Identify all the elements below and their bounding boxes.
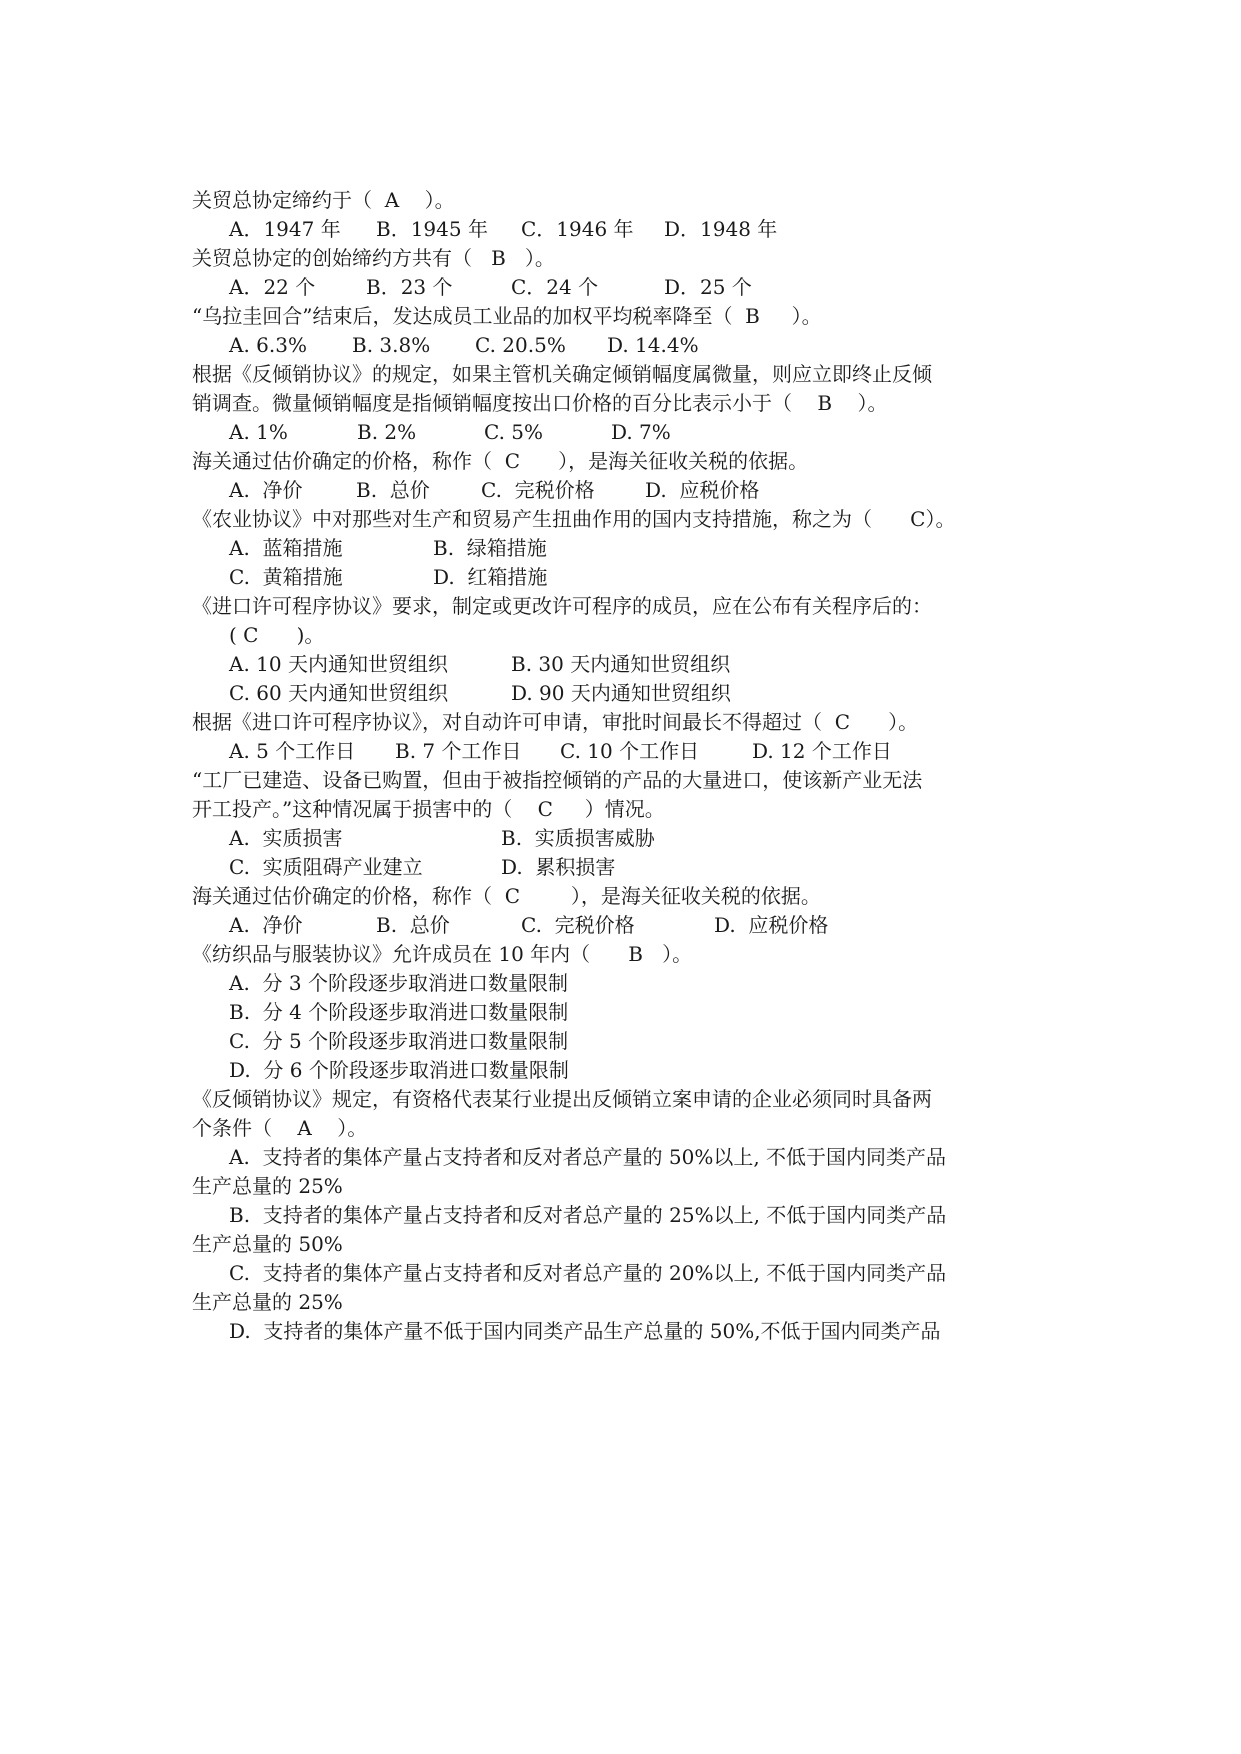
option-c: C. 60 天内通知世贸组织 [229,681,449,705]
option-c: C. 黄箱措施 [229,565,343,589]
option-d: D．1948 年 [664,217,778,241]
option-a: A. 蓝箱措施 [229,536,343,560]
option-b: B. 3.8% [352,333,431,357]
option-c: C. 10 个工作日 [560,739,700,763]
option-d: D. 累积损害 [501,855,616,879]
question-stem-line-2: 开工投产。”这种情况属于损害中的（ C ）情况。 [192,797,665,821]
option-b: B. 实质损害威胁 [501,826,655,850]
question-stem: 根据《进口许可程序协议》，对自动许可申请，审批时间最长不得超过（ C ）。 [192,710,919,734]
question-stem-line-1: 《反倾销协议》规定，有资格代表某行业提出反倾销立案申请的企业必须同时具备两 [192,1087,932,1111]
question-stem-line-2: 销调查。微量倾销幅度是指倾销幅度按出口价格的百分比表示小于（ B ）。 [192,391,888,415]
question-stem-line-1: 《进口许可程序协议》要求，制定或更改许可程序的成员，应在公布有关程序后的： [192,594,932,618]
question-stem-line-1: “工厂已建造、设备已购置，但由于被指控倾销的产品的大量进口，使该新产业无法 [192,768,923,792]
option-d: D. 应税价格 [645,478,760,502]
option-b: B. 分 4 个阶段逐步取消进口数量限制 [229,1000,569,1024]
option-d: D. 应税价格 [714,913,829,937]
option-a-line-1: A. 支持者的集体产量占支持者和反对者总产量的 50%以上, 不低于国内同类产品 [229,1145,947,1169]
option-a: A．22 个 [229,275,316,299]
option-d: D. 7% [611,420,671,444]
question-stem-line-2: ( C )。 [229,623,325,647]
option-b: B．23 个 [366,275,453,299]
option-d: D. 14.4% [607,333,699,357]
option-b: B. 7 个工作日 [395,739,522,763]
question-stem: “乌拉圭回合”结束后，发达成员工业品的加权平均税率降至（ B ）。 [192,304,822,328]
option-d: D. 12 个工作日 [752,739,892,763]
option-c: C．24 个 [511,275,599,299]
option-c-line-1: C. 支持者的集体产量占支持者和反对者总产量的 20%以上, 不低于国内同类产品 [229,1261,947,1285]
option-b: B. 2% [357,420,417,444]
option-d: D. 分 6 个阶段逐步取消进口数量限制 [229,1058,569,1082]
option-b-line-2: 生产总量的 50% [192,1232,343,1256]
option-a: A. 分 3 个阶段逐步取消进口数量限制 [229,971,568,995]
option-d: D．25 个 [664,275,752,299]
option-a: A. 净价 [229,913,303,937]
option-a: A. 10 天内通知世贸组织 [229,652,448,676]
option-a: A. 6.3% [229,333,307,357]
option-c: C. 5% [484,420,544,444]
option-a: A. 实质损害 [229,826,343,850]
option-a: A. 5 个工作日 [229,739,356,763]
question-stem-line-1: 根据《反倾销协议》的规定，如果主管机关确定倾销幅度属微量，则应立即终止反倾 [192,362,932,386]
question-stem: 《农业协议》中对那些对生产和贸易产生扭曲作用的国内支持措施，称之为（ C）。 [192,507,956,531]
option-c: C. 完税价格 [521,913,635,937]
question-stem: 《纺织品与服装协议》允许成员在 10 年内（ B ）。 [192,942,693,966]
option-b: B. 总价 [356,478,430,502]
option-d-line-1: D. 支持者的集体产量不低于国内同类产品生产总量的 50%,不低于国内同类产品 [229,1319,941,1343]
option-b: B. 绿箱措施 [433,536,547,560]
option-c: C. 20.5% [475,333,566,357]
option-b-line-1: B. 支持者的集体产量占支持者和反对者总产量的 25%以上, 不低于国内同类产品 [229,1203,947,1227]
option-b: B. 30 天内通知世贸组织 [511,652,731,676]
option-c: C. 分 5 个阶段逐步取消进口数量限制 [229,1029,569,1053]
option-c-line-2: 生产总量的 25% [192,1290,343,1314]
question-stem-line-2: 个条件（ A ）。 [192,1116,368,1140]
option-c: C. 完税价格 [481,478,595,502]
option-d: D. 90 天内通知世贸组织 [511,681,731,705]
option-b: B．1945 年 [376,217,488,241]
question-stem: 关贸总协定的创始缔约方共有（ B ）。 [192,246,555,270]
option-a: A．1947 年 [229,217,341,241]
option-c: C. 实质阻碍产业建立 [229,855,423,879]
question-stem: 海关通过估价确定的价格，称作（ C ），是海关征收关税的依据。 [192,884,821,908]
option-a-line-2: 生产总量的 25% [192,1174,343,1198]
option-a: A. 净价 [229,478,303,502]
option-b: B. 总价 [376,913,450,937]
option-d: D. 红箱措施 [433,565,548,589]
option-a: A. 1% [229,420,288,444]
question-stem: 关贸总协定缔约于（ A ）。 [192,188,455,212]
option-c: C．1946 年 [521,217,634,241]
question-stem: 海关通过估价确定的价格，称作（ C ），是海关征收关税的依据。 [192,449,809,473]
